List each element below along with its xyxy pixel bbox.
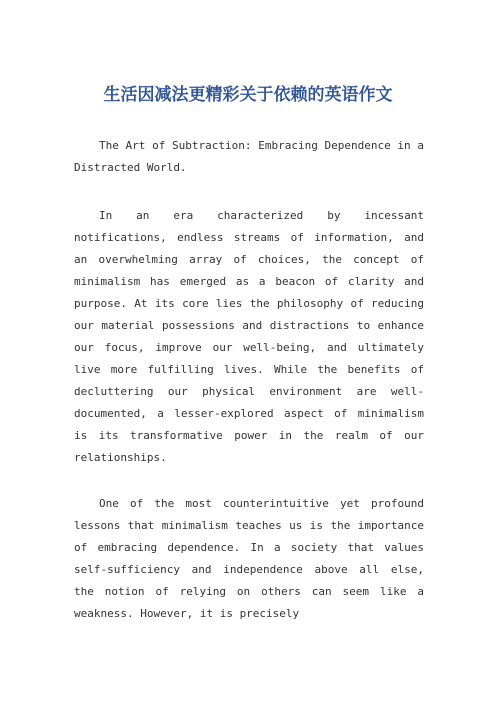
- essay-paragraph-1: [74, 205, 424, 469]
- paragraph-text: In an era characterized by incessant notifications, endless streams of information, and an overwhelming array of choices, the concept of minimalism has emerged as a beacon of clarity and purpose. At its core lies the philosophy of reducing our material possessions and distractions to enhance our focus, improve our well-being, and ultimately live more fulfilling lives. While the benefits of decluttering our physical environment are well-documented, a lesser-explored aspect of minimalism is its transformative power in the realm of our relationships.: [74, 209, 424, 464]
- document-title: 生活因减法更精彩关于依赖的英语作文: [103, 85, 393, 105]
- paragraph-text: One of the most counterintuitive yet profound lessons that minimalism teaches us is the importance of embracing dependence. In a society that values self-sufficiency and independence above all else, the notion of relying on others can seem like a weakness. However, it is precisely: [74, 497, 424, 620]
- essay-subtitle-paragraph: [74, 135, 424, 179]
- essay-paragraph-2: [74, 493, 424, 625]
- paragraph-text: The Art of Subtraction: Embracing Dependence in a Distracted World.: [74, 139, 424, 174]
